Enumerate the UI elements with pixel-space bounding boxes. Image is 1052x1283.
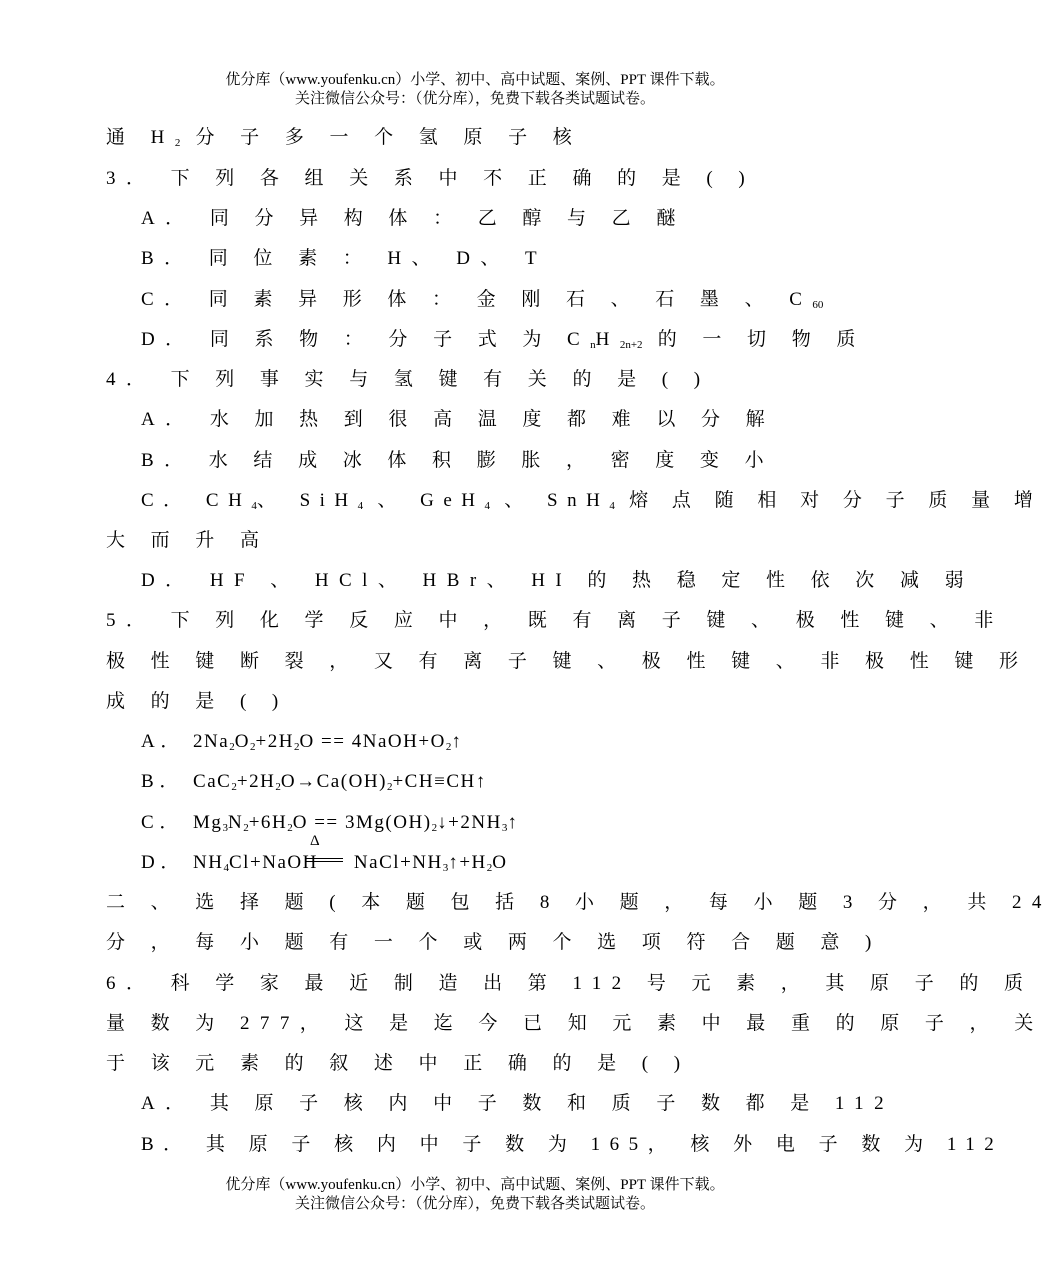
subscript: 3 <box>442 862 449 874</box>
page-footer <box>0 1176 950 1214</box>
subscript: 2n+2 <box>619 339 643 351</box>
q5-stem-2: 极 性 键 断 裂 ， 又 有 离 子 键 、 极 性 键 、 非 极 性 键 形 <box>106 651 1029 672</box>
q5-stem-3: 成 的 是 ( ) <box>106 691 289 712</box>
text-run: CaC <box>193 771 232 792</box>
text-run: Mg <box>193 812 223 833</box>
subscript: 4 <box>223 862 229 874</box>
option-label: B． <box>141 771 185 792</box>
subscript: 2 <box>243 822 249 834</box>
text-run: N <box>227 812 244 833</box>
subscript: 2 <box>249 741 256 753</box>
subscript: 2 <box>431 822 438 834</box>
q5-stem-1: 5． 下 列 化 学 反 应 中 ， 既 有 离 子 键 、 极 性 键 、 非 <box>106 610 1004 631</box>
subscript: 2 <box>174 137 181 149</box>
subscript: 2 <box>293 741 300 753</box>
q5-option-b <box>141 770 487 799</box>
q5-option-c <box>141 811 518 840</box>
subscript: 3 <box>222 822 228 834</box>
subscript: 60 <box>812 299 824 311</box>
footer-line-1: 优分库（www.youfenku.cn）小学、初中、高中试题、案例、PPT 课件下载。 <box>225 1177 725 1193</box>
subscript: 2 <box>287 822 293 834</box>
q4-stem: 4． 下 列 事 实 与 氢 键 有 关 的 是 ( ) <box>106 369 711 390</box>
text-run: 分 子 多 一 个 氢 原 子 核 <box>180 127 583 148</box>
text-run: +2H <box>236 771 276 792</box>
text-run: H <box>595 329 620 350</box>
subscript: 4 <box>357 500 364 512</box>
text-run: 、 GeH <box>363 490 485 511</box>
text-run: ↑ <box>451 731 463 752</box>
text-run: 、 SiH <box>256 490 358 511</box>
text-run: 2Na <box>193 731 230 752</box>
option-label: C． <box>141 812 185 833</box>
subscript: 2 <box>445 741 452 753</box>
section-2-heading-2: 分 ， 每 小 题 有 一 个 或 两 个 选 项 符 合 题 意 ) <box>106 932 882 953</box>
page-header <box>0 71 950 109</box>
subscript: 4 <box>609 500 615 512</box>
header-line-1: 优分库（www.youfenku.cn）小学、初中、高中试题、案例、PPT 课件下载。 <box>225 72 725 88</box>
q3-option-a: A． 同 分 异 构 体 ： 乙 醇 与 乙 醚 <box>141 208 686 229</box>
text-run: 、 SnH <box>490 490 610 511</box>
q6-stem-3: 于 该 元 素 的 叙 述 中 正 确 的 是 ( ) <box>106 1053 691 1074</box>
text-run: O == 4NaOH+O <box>299 731 446 752</box>
text-run: ↑+H <box>448 852 487 873</box>
option-label: D． <box>141 852 186 873</box>
text-run: Cl+NaOH <box>228 852 318 873</box>
q4-option-c <box>141 489 1042 518</box>
text-run: NaCl+NH <box>353 852 443 873</box>
text-run: 熔 点 随 相 对 分 子 质 量 增 <box>614 490 1043 511</box>
q4-option-d: D． HF 、 HCl、 HBr、 HI 的 热 稳 定 性 依 次 减 弱 <box>141 570 975 591</box>
text-run: O→Ca(OH) <box>280 771 387 792</box>
text-run: O <box>492 852 508 873</box>
text-run: C． 同 素 异 形 体 ： 金 刚 石 、 石 墨 、 C <box>141 289 813 310</box>
option-label: A． <box>141 731 186 752</box>
text-run: 的 一 切 物 质 <box>642 329 866 350</box>
text-run: +2H <box>255 731 294 752</box>
text-run: C． CH <box>141 490 252 511</box>
q6-option-a: A． 其 原 子 核 内 中 子 数 和 质 子 数 都 是 112 <box>141 1093 895 1114</box>
section-2-heading-1: 二 、 选 择 题 ( 本 题 包 括 8 小 题 ， 每 小 题 3 分 ， 共 24 <box>106 892 1052 913</box>
text-run: +6H <box>248 812 288 833</box>
subscript: 2 <box>229 741 235 753</box>
q6-option-b: B． 其 原 子 核 内 中 子 数 为 165， 核 外 电 子 数 为 112 <box>141 1134 1004 1155</box>
subscript: 2 <box>386 781 393 793</box>
subscript: 4 <box>484 500 491 512</box>
text-run: +CH≡CH↑ <box>392 771 487 792</box>
q6-stem-2: 量 数 为 277， 这 是 迄 今 已 知 元 素 中 最 重 的 原 子 ， 关 <box>106 1013 1044 1034</box>
continued-line <box>106 126 582 155</box>
text-run: 通 H <box>106 127 175 148</box>
subscript: 4 <box>251 500 257 512</box>
q3-stem: 3． 下 列 各 组 关 系 中 不 正 确 的 是 ( ) <box>106 168 756 189</box>
text-run: NH <box>193 852 224 873</box>
header-line-2: 关注微信公众号：（优分库），免费下载各类试题试卷。 <box>294 91 655 107</box>
text-run: D． 同 系 物 ： 分 子 式 为 C <box>141 329 591 350</box>
q4-option-b: B． 水 结 成 冰 体 积 膨 胀 ， 密 度 变 小 <box>141 450 775 471</box>
subscript: n <box>590 339 596 351</box>
text-run: ↓+2NH <box>437 812 502 833</box>
subscript: 3 <box>501 822 508 834</box>
subscript: 2 <box>275 781 281 793</box>
subscript: 2 <box>486 862 493 874</box>
q3-option-d <box>141 328 866 357</box>
q4-option-c-continued: 大 而 升 高 <box>106 530 270 551</box>
q5-option-d <box>141 851 508 880</box>
q5-option-a <box>141 730 462 759</box>
footer-line-2: 关注微信公众号：（优分库），免费下载各类试题试卷。 <box>294 1196 655 1212</box>
text-run: ↑ <box>507 812 519 833</box>
subscript: 2 <box>231 781 237 793</box>
text-run: O == 3Mg(OH) <box>292 812 432 833</box>
q3-option-c <box>141 288 823 317</box>
text-run: O <box>234 731 250 752</box>
q6-stem-1: 6． 科 学 家 最 近 制 造 出 第 112 号 元 素 ， 其 原 子 的 质 <box>106 973 1034 994</box>
heat-delta-symbol: Δ <box>310 833 320 849</box>
q4-option-a: A． 水 加 热 到 很 高 温 度 都 难 以 分 解 <box>141 409 776 430</box>
q3-option-b: B． 同 位 素 ： H、 D、 T <box>141 248 548 269</box>
